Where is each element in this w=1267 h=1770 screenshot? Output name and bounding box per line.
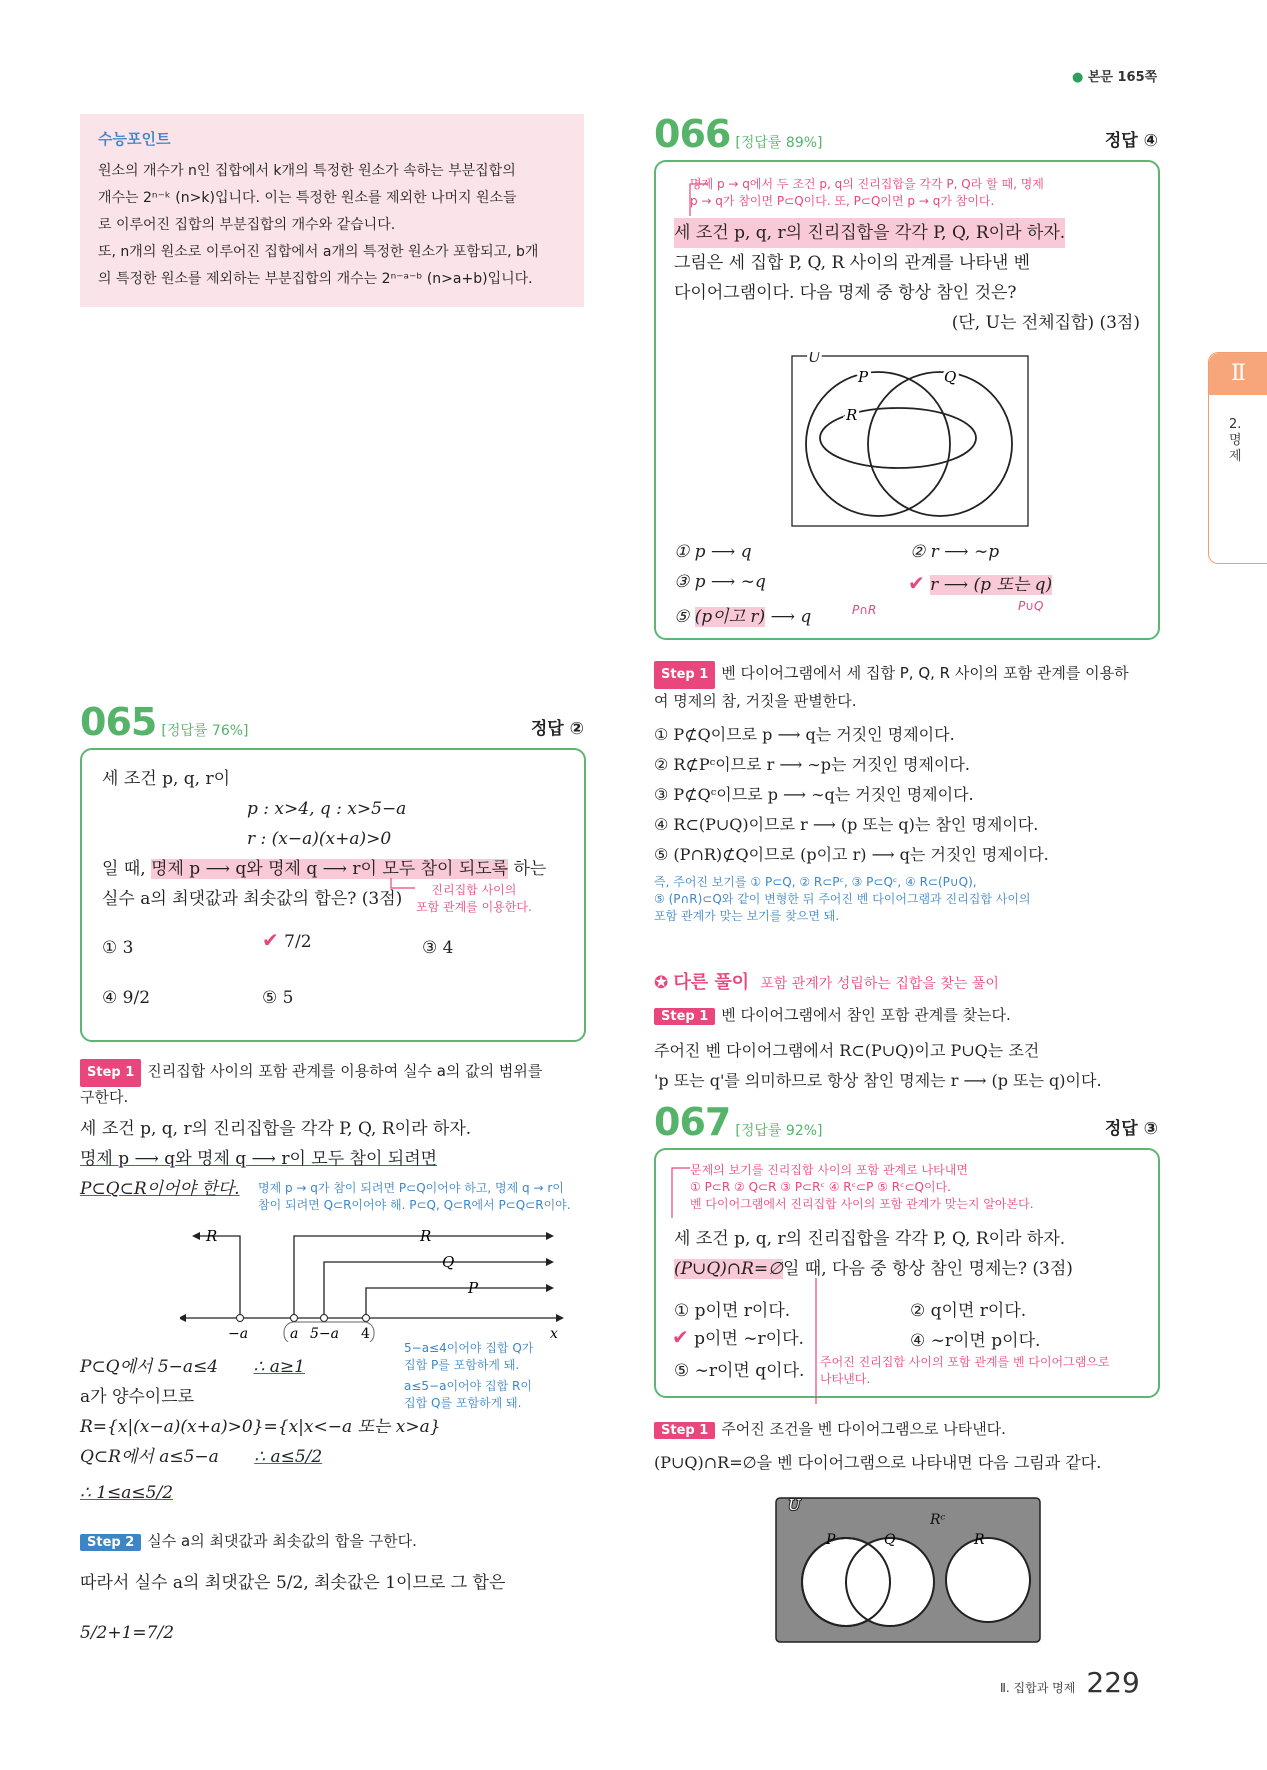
tag-PnR: P∩R (852, 603, 877, 617)
tip-line-2: 개수는 2ⁿ⁻ᵏ (n>k)입니다. 이는 특정한 원소를 제외한 나머지 원소들 (98, 190, 517, 206)
hint-arrow (387, 876, 417, 896)
s066-step1-title-2: 여 명제의 참, 거짓을 판별한다. (654, 692, 857, 710)
step1-title-text: 주어진 조건을 벤 다이어그램으로 나타낸다. (721, 1420, 1006, 1438)
problem-065-header (80, 700, 584, 744)
s065-note-3 (404, 1378, 532, 1412)
s065-line-7 (80, 1442, 322, 1472)
note-line-1: 주어진 진리집합 사이의 포함 관계를 벤 다이어그램으로 (820, 1355, 1110, 1369)
s067-step1-title (654, 1418, 1006, 1439)
alt-line-2: 'p 또는 q'를 의미하므로 항상 참인 명제는 r ⟶ (p 또는 q)이다. (654, 1071, 1102, 1090)
choice-5c: ⟶ q (765, 607, 812, 627)
choice-3: ③ p ⟶ ∼q (674, 572, 766, 592)
tip-line-4: 또, n개의 원소로 이루어진 집합에서 a개의 특정한 원소가 포함되고, b개 (98, 244, 539, 260)
step1-title-text: 진리집합 사이의 포함 관계를 이용하여 실수 a의 값의 범위를 (147, 1062, 543, 1080)
step-badge: Step 1 (654, 1008, 715, 1025)
label-R: R (846, 406, 858, 424)
q065-line-3: r : (x−a)(x+a)>0 (247, 829, 392, 849)
note-line-2: 참이 되려면 Q⊂R이어야 해. P⊂Q, Q⊂R에서 P⊂Q⊂R이야. (258, 1198, 571, 1212)
q066-line-3: 다이어그램이다. 다음 명제 중 항상 참인 것은? (674, 283, 1017, 303)
q065-line-1: 세 조건 p, q, r이 (102, 769, 231, 789)
alt-line-1: 주어진 벤 다이어그램에서 R⊂(P∪Q)이고 P∪Q는 조건 (654, 1041, 1040, 1060)
problem-065-box (80, 748, 586, 1042)
tip-title: 수능포인트 (98, 130, 171, 148)
note-line-2: ① P⊂R ② Q⊂R ③ P⊂Rᶜ ④ Rᶜ⊂P ⑤ Rᶜ⊂Q이다. (690, 1180, 952, 1194)
star-icon: ✪ (654, 973, 669, 993)
tick-neg-a: −a (228, 1326, 249, 1342)
q065-line-4 (102, 854, 546, 884)
note-line-1: 명제 p → q가 참이 되려면 P⊂Q이어야 하고, 명제 q → r이 (258, 1181, 564, 1195)
q067-note (690, 1162, 1034, 1213)
problem-number: 066 (654, 112, 731, 156)
choice-2: ② q이면 r이다. (910, 1301, 1027, 1321)
problem-number: 067 (654, 1100, 731, 1144)
circle-arrow-icon: ● (1072, 70, 1084, 85)
section-label: 2. 명제 (1229, 417, 1242, 464)
note-line-3: 5−a≤4이어야 집합 Q가 (404, 1341, 534, 1355)
label-R-right: R (420, 1227, 432, 1245)
chapter-side-tab (1208, 352, 1267, 564)
q065-line-4c: 하는 (508, 859, 547, 879)
note-arrow (686, 180, 716, 220)
note-line-3: 벤 다이어그램에서 진리집합 사이의 포함 관계가 맞는지 알아본다. (690, 1197, 1034, 1211)
tick-5-a: 5−a (310, 1326, 339, 1342)
s066-line-4: ④ R⊂(P∪Q)이므로 r ⟶ (p 또는 q)는 참인 명제이다. (654, 815, 1039, 834)
choice-1: ① p이면 r이다. (674, 1301, 791, 1321)
region-P (366, 1288, 548, 1318)
s065-line-3: P⊂Q⊂R이어야 한다. (80, 1179, 240, 1199)
s065-line-4a: P⊂Q에서 5−a≤4 (80, 1357, 219, 1377)
note-line-1: 즉, 주어진 보기를 ① P⊂Q, ② R⊂Pᶜ, ③ P⊂Qᶜ, ④ R⊂(P∪Q), (654, 875, 977, 889)
q065-line-5: 실수 a의 최댓값과 최솟값의 합은? (3점) (102, 889, 403, 909)
choice-2: ② r ⟶ ∼p (910, 542, 1000, 562)
s065-line-2: 명제 p ⟶ q와 명제 q ⟶ r이 모두 참이 되려면 (80, 1149, 438, 1169)
s066-line-2: ② R⊄Pᶜ이므로 r ⟶ ∼p는 거짓인 명제이다. (654, 755, 970, 774)
page-number: 229 (1086, 1666, 1140, 1699)
note-line-1: 명제 p → q에서 두 조건 p, q의 진리집합을 각각 P, Q라 할 때, 명제 (690, 177, 1044, 191)
q066-line-2: 그림은 세 집합 P, Q, R 사이의 관계를 나타낸 벤 (674, 253, 1031, 273)
tip-line-3: 로 이루어진 집합의 부분집합의 개수와 같습니다. (98, 217, 396, 233)
choice-4-value: r ⟶ (p 또는 q) (930, 575, 1053, 595)
label-U: U (788, 1496, 801, 1514)
s067-line-1: (P∪Q)∩R=∅을 벤 다이어그램으로 나타내면 다음 그림과 같다. (654, 1453, 1102, 1472)
correct-rate: [정답률 76%] (161, 723, 249, 739)
s065-note-1 (258, 1180, 571, 1214)
tip-line-1: 원소의 개수가 n인 집합에서 k개의 특정한 원소가 속하는 부분집합의 (98, 163, 516, 179)
choice-5b: (p이고 r) (694, 607, 766, 627)
tip-line-5: 의 특정한 원소를 제외하는 부분집합의 개수는 2ⁿ⁻ᵃ⁻ᵇ (n>a+b)입니다. (98, 271, 533, 287)
problem-number: 065 (80, 700, 157, 744)
answer-label: 정답 ③ (1104, 1119, 1158, 1139)
connector-line (812, 1276, 822, 1406)
solution-065 (80, 1058, 640, 1658)
s065-line-1: 세 조건 p, q, r의 진리집합을 각각 P, Q, R이라 하자. (80, 1119, 472, 1139)
q066-note (690, 176, 1044, 210)
label-R: R (974, 1532, 985, 1548)
page-reference (1072, 66, 1157, 85)
choice-2-value: 7/2 (284, 932, 312, 952)
s065-line-8: ∴ 1≤a≤5/2 (80, 1483, 174, 1503)
s066-line-5: ⑤ (P∩R)⊄Q이므로 (p이고 r) ⟶ q는 거짓인 명제이다. (654, 845, 1049, 864)
hint-line-2: 포함 관계를 이용한다. (416, 900, 532, 914)
label-U: U (808, 352, 821, 366)
label-P: P (468, 1279, 479, 1297)
q066-line-1: 세 조건 p, q, r의 진리집합을 각각 P, Q, R이라 하자. (674, 218, 1065, 248)
q065-hint (416, 882, 532, 916)
s065-line-6: R={x|(x−a)(x+a)>0}={x|x<−a 또는 x>a} (80, 1417, 441, 1437)
check-icon: ✔ (262, 928, 279, 952)
s065-line-7b: ∴ a≤5/2 (254, 1447, 323, 1467)
s065-line-5: a가 양수이므로 (80, 1387, 195, 1407)
s065-line-4b: ∴ a≥1 (253, 1357, 305, 1377)
tip-box (80, 114, 584, 307)
tick-4: 4 (361, 1326, 370, 1342)
venn-diagram-067 (774, 1496, 1044, 1646)
choice-5 (674, 602, 811, 627)
check-icon: ✔ (908, 571, 925, 595)
s066-note (654, 874, 1031, 925)
q066-line-4: (단, U는 전체집합) (3점) (951, 313, 1140, 333)
step-badge: Step 1 (80, 1059, 141, 1087)
page-footer (1000, 1666, 1140, 1699)
tag-PuQ: P∪Q (1018, 599, 1044, 613)
label-P: P (858, 368, 869, 386)
alt-step1-title (654, 1004, 1011, 1025)
choice-2-correct (262, 928, 312, 952)
alt-step1-text: 벤 다이어그램에서 참인 포함 관계를 찾는다. (721, 1006, 1011, 1024)
tick-x: x (550, 1326, 558, 1342)
choice-5: ⑤ ∼r이면 q이다. (674, 1361, 805, 1381)
set-R-circle (946, 1538, 1030, 1622)
s065-line-9: 따라서 실수 a의 최댓값은 5/2, 최솟값은 1이므로 그 합은 (80, 1573, 506, 1593)
q067-line-2b: 일 때, 다음 중 항상 참인 명제는? (3점) (782, 1259, 1073, 1279)
s065-note-2 (404, 1340, 533, 1374)
correct-rate: [정답률 89%] (735, 135, 823, 151)
note-line-1: 문제의 보기를 진리집합 사이의 포함 관계로 나타내면 (690, 1163, 968, 1177)
note-line-5: a≤5−a이어야 집합 R이 (404, 1379, 532, 1393)
label-Q: Q (442, 1253, 455, 1271)
s065-line-7a: Q⊂R에서 a≤5−a (80, 1447, 219, 1467)
step2-title-text: 실수 a의 최댓값과 최솟값의 합을 구한다. (147, 1532, 417, 1550)
hint-line-1: 진리집합 사이의 (431, 883, 517, 897)
s065-step2-title (80, 1530, 417, 1551)
alt-solution-title (654, 968, 999, 994)
region-R-left (198, 1236, 240, 1318)
note-line-2: p → q가 참이면 P⊂Q이다. 또, P⊂Q이면 p → q가 참이다. (690, 194, 995, 208)
step-badge: Step 1 (654, 661, 715, 689)
choice-4: ④ 9/2 (102, 988, 151, 1008)
chapter-numeral: Ⅱ (1209, 353, 1267, 395)
tick-a: a (290, 1326, 299, 1342)
number-line-diagram (180, 1222, 580, 1342)
universe-rect (792, 356, 1028, 526)
s066-line-3: ③ P⊄Qᶜ이므로 p ⟶ ∼q는 거짓인 명제이다. (654, 785, 974, 804)
choice-4-correct (908, 570, 1052, 595)
alt-label: 다른 풀이 (673, 972, 750, 993)
s065-line-10: 5/2+1=7/2 (80, 1623, 175, 1643)
q067-line-1: 세 조건 p, q, r의 진리집합을 각각 P, Q, R이라 하자. (674, 1229, 1066, 1249)
answer-label: 정답 ② (530, 719, 584, 739)
q065-highlight: 명제 p ⟶ q와 명제 q ⟶ r이 모두 참이 되도록 (151, 859, 509, 879)
label-P: P (826, 1532, 836, 1548)
choice-5a: ⑤ (674, 607, 695, 627)
axis-arrow-right (556, 1314, 564, 1322)
s065-step1-title-2: 구한다. (80, 1088, 129, 1106)
q067-highlight: (P∪Q)∩R=∅ (674, 1259, 783, 1279)
s066-line-1: ① P⊄Q이므로 p ⟶ q는 거짓인 명제이다. (654, 725, 955, 744)
step-badge: Step 2 (80, 1534, 141, 1551)
s065-line-4 (80, 1352, 305, 1382)
step-badge: Step 1 (654, 1422, 715, 1439)
alt-subtitle: 포함 관계가 성립하는 집합을 찾는 풀이 (760, 976, 999, 992)
s065-step1-title (80, 1058, 542, 1087)
footer-label: Ⅱ. 집합과 명제 (1000, 1681, 1076, 1695)
correct-rate: [정답률 92%] (735, 1123, 823, 1139)
label-Q: Q (944, 368, 957, 386)
step1-title-text: 벤 다이어그램에서 세 집합 P, Q, R 사이의 포함 관계를 이용하 (721, 664, 1129, 682)
solution-067 (654, 1418, 1174, 1658)
choice-4: ④ ∼r이면 p이다. (910, 1331, 1041, 1351)
q067-line-2 (674, 1254, 1073, 1284)
problem-067-header (654, 1100, 1158, 1144)
axis-arrow-left (180, 1314, 186, 1322)
choice-3: ③ 4 (422, 938, 454, 958)
choice-3-value: p이면 ∼r이다. (694, 1329, 804, 1349)
label-Rc: Rᶜ (930, 1512, 946, 1528)
choice-3-correct (672, 1324, 804, 1349)
region-Q (324, 1262, 548, 1318)
problem-066-header (654, 112, 1158, 156)
note-line-4: 집합 P를 포함하게 돼. (404, 1358, 520, 1372)
s066-step1-title (654, 660, 1129, 689)
note-line-2: 나타낸다. (820, 1372, 871, 1386)
answer-label: 정답 ④ (1104, 131, 1158, 151)
q065-line-2: p : x>4, q : x>5−a (247, 799, 407, 819)
note-line-2: ⑤ (P∩R)⊂Q와 같이 변형한 뒤 주어진 벤 다이어그램과 진리집합 사이의 (654, 892, 1031, 906)
choice-1: ① p ⟶ q (674, 542, 752, 562)
q067-choice-note (820, 1354, 1110, 1388)
q065-line-4a: 일 때, (102, 859, 152, 879)
problem-067-box (654, 1148, 1160, 1398)
solution-066 (654, 660, 1174, 1100)
note-line-3: 포함 관계가 맞는 보기를 찾으면 돼. (654, 909, 840, 923)
page-reference-text: 본문 165쪽 (1087, 70, 1158, 85)
label-R-left: R (206, 1227, 218, 1245)
note-arrow (666, 1162, 696, 1222)
label-Q: Q (884, 1532, 896, 1548)
venn-diagram-066 (790, 352, 1032, 530)
problem-066-box (654, 160, 1160, 640)
note-line-6: 집합 Q를 포함하게 돼. (404, 1396, 522, 1410)
choice-5: ⑤ 5 (262, 988, 294, 1008)
choice-1: ① 3 (102, 938, 134, 958)
check-icon: ✔ (672, 1325, 689, 1349)
region-R-right (294, 1236, 548, 1318)
